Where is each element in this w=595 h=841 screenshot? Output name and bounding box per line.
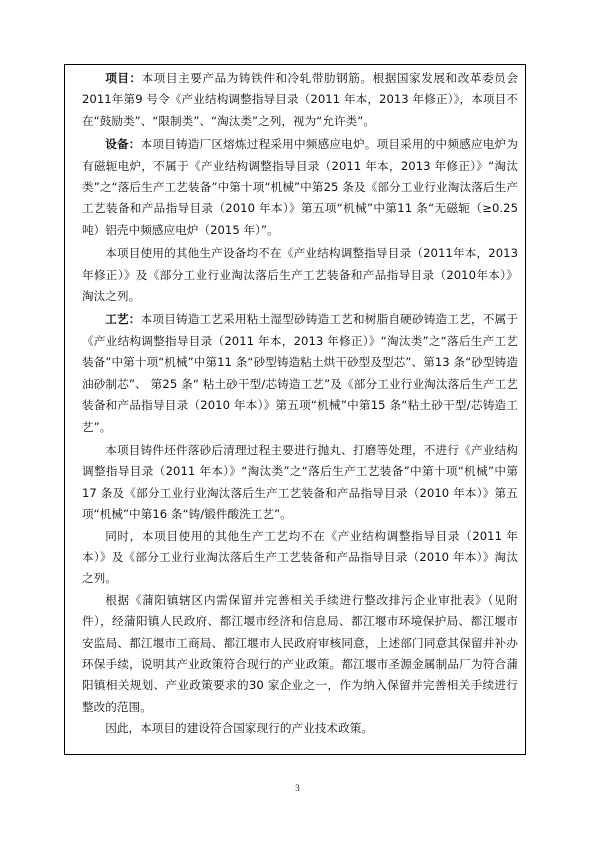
paragraph-text: 本项目铸件坯件落砂后清理过程主要进行抛丸、打磨等处理，不进行《产业结构调整指导目录（2011 年本）》“淘汰类”之“落后生产工艺装备”中第十项“机械”中第17 条及《部分工业行业淘汰落后生产工艺装备和产品指导目录（2010 年本）》第五项“机械”中第16 条“铸/锻件酸洗工艺”。 [82, 442, 518, 522]
paragraph-process [82, 309, 518, 437]
paragraph-text: 本项目使用的其他生产设备均不在《产业结构调整指导目录（2011年本，2013 年修正）》及《部分工业行业淘汰落后生产工艺装备和产品指导目录（2010年本）》淘汰之列。 [82, 246, 518, 304]
page-number: 3 [295, 783, 300, 793]
paragraph-other-process [82, 526, 518, 590]
paragraph-label-process: 工艺： [105, 312, 141, 327]
paragraph-conclusion [82, 718, 518, 739]
paragraph-equipment [82, 134, 518, 241]
paragraph-text: 同时，本项目使用的其他生产工艺均不在《产业结构调整指导目录（2011 年本）》及《部分工业行业淘汰落后生产工艺装备和产品指导目录（2010 年本）》淘汰之列。 [82, 528, 518, 586]
paragraph-text: 本项目主要产品为铸铁件和冷轧带肋钢筋。根据国家发展和改革委员会2011年第9 号令《产业结构调整指导目录（2011 年本，2013 年修正）》，本项目不在“鼓励类”、“限制类”、“淘汰类”之列，视为“允许类”。 [82, 71, 518, 128]
paragraph-other-equipment [82, 243, 518, 307]
paragraph-label-equipment: 设备： [105, 137, 141, 152]
paragraph-text: 本项目铸造厂区熔炼过程采用中频感应电炉。项目采用的中频感应电炉为有磁轭电炉，不属于《产业结构调整指导目录（2011 年本，2013 年修正）》“淘汰类”之“落后生产工艺装备”中第十项“机械”中第25 条及《部分工业行业淘汰落后生产工艺装备和产品指导目录（2010 年本）》第五项“机械”中第11 条“无磁轭（≥0.25吨）铝壳中频感应电炉（2015 年）”。 [82, 137, 518, 237]
paragraph-label-product: 项目： [105, 71, 142, 85]
document-body [82, 68, 518, 740]
paragraph-text: 因此，本项目的建设符合国家现行的产业技术政策。 [105, 721, 373, 736]
paragraph-text: 根据《蒲阳镇辖区内需保留并完善相关手续进行整改排污企业审批表》（见附件），经蒲阳镇人民政府、都江堰市经济和信息局、都江堰市环境保护局、都江堰市安监局、都江堰市工商局、都江堰市人民政府审核同意，上述部门同意其保留并补办环保手续，说明其产业政策符合现行的产业政策。都江堰市圣源金属制品厂为符合蒲阳镇相关规划、产业政策要求的30 家企业之一，作为纳入保留并完善相关手续进行整改的范围。 [82, 592, 518, 714]
paragraph-cleaning [82, 440, 518, 526]
paragraph-product [82, 68, 518, 132]
paragraph-approval [82, 590, 518, 718]
paragraph-text: 本项目铸造工艺采用粘土湿型砂铸造工艺和树脂自硬砂铸造工艺，不属于《产业结构调整指导目录（2011 年本，2013 年修正）》“淘汰类”之“落后生产工艺装备”中第十项“机械”中第11 条“砂型铸造粘土烘干砂型及型芯”、第13 条“砂型铸造油砂制芯”、 第25 条“ 粘土砂干型/芯铸造工艺”及《部分工业行业淘汰落后生产工艺装备和产品指导目录（2010 年本）》第五项“机械”中第15 条“粘土砂干型/芯铸造工艺”。 [82, 312, 518, 434]
